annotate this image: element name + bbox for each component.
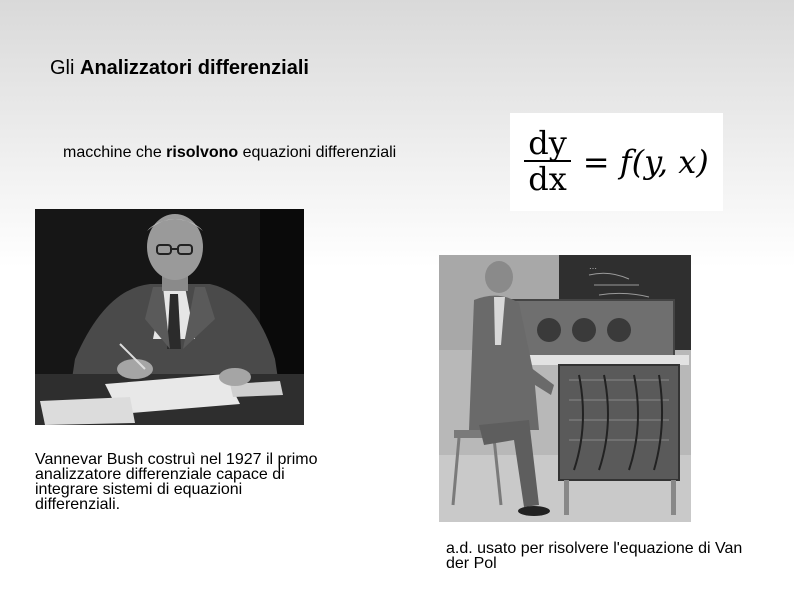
slide-subtitle	[63, 144, 396, 162]
differential-equation-formula	[510, 113, 723, 211]
formula-rhs: = f(y, x)	[582, 143, 709, 181]
title-prefix: Gli	[50, 57, 80, 79]
title-bold: Analizzatori differenziali	[80, 57, 309, 79]
formula-numerator: dy	[524, 127, 571, 163]
analyzer-caption: a.d. usato per risolvere l'equazione di Van der Pol	[446, 540, 743, 572]
subtitle-bold: risolvono	[166, 144, 239, 161]
subtitle-prefix: macchine che	[63, 144, 167, 161]
formula-fraction	[524, 123, 571, 199]
differential-analyzer-illustration	[439, 255, 691, 522]
bush-caption: Vannevar Bush costruì nel 1927 il primo analizzatore differenziale capace di integrare sistemi di equazioni differenziali.	[35, 451, 318, 513]
formula-denominator: dx	[528, 160, 567, 199]
slide-title	[50, 57, 309, 80]
differential-analyzer-photo	[439, 255, 691, 522]
bush-photo-illustration	[35, 209, 304, 425]
svg-text:…: …	[589, 262, 597, 271]
bush-photo	[35, 209, 304, 425]
subtitle-suffix: equazioni differenziali	[238, 144, 397, 161]
